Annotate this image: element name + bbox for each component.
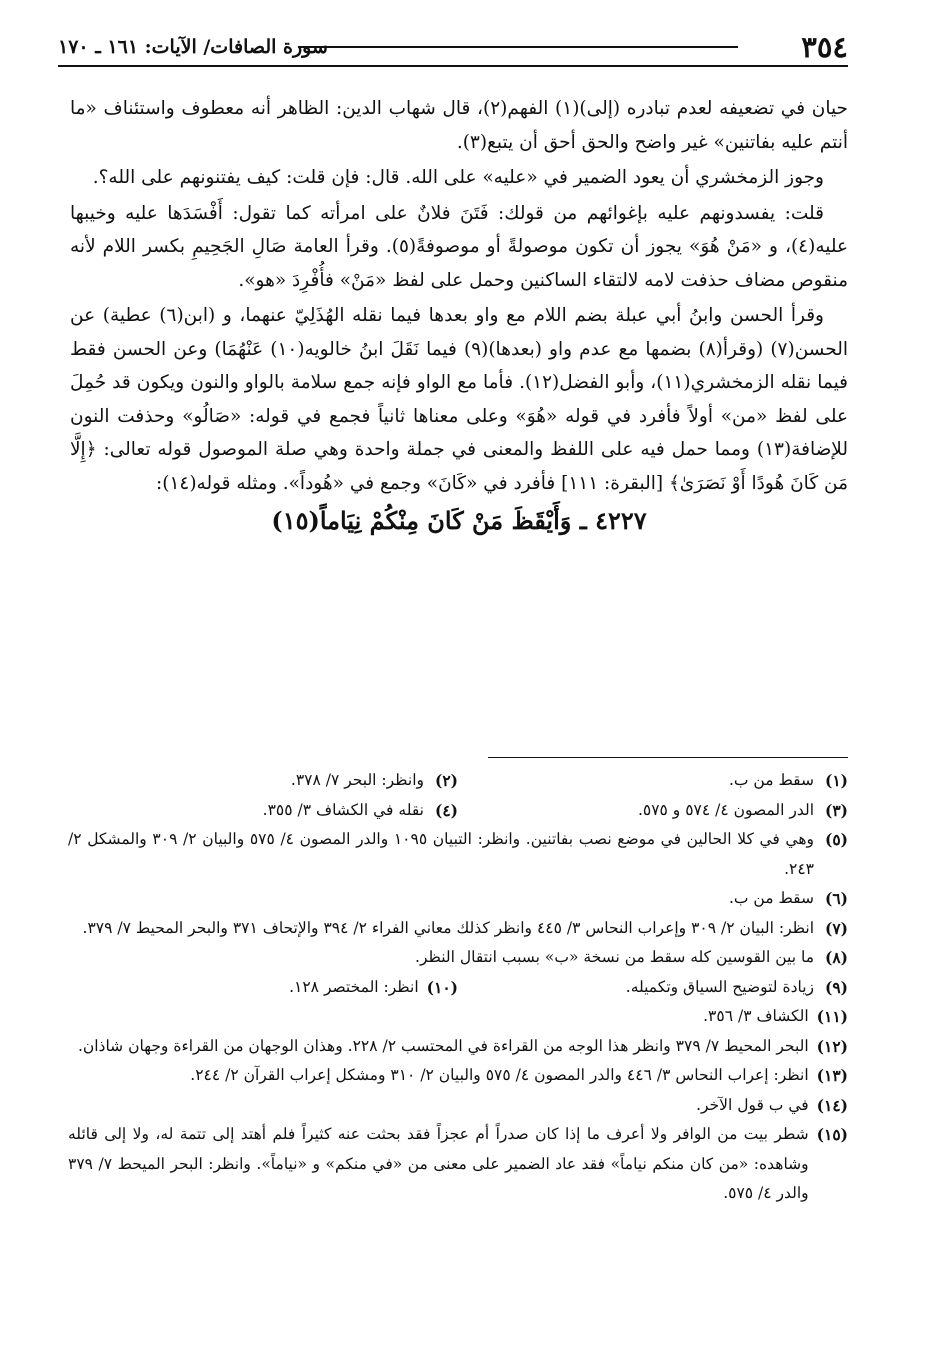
- footnote-text: نقله في الكشاف ٣/ ٣٥٥.: [262, 800, 424, 819]
- footnote: [68, 1061, 848, 1091]
- footnote-separator: [488, 757, 848, 758]
- footnote-number: (٩): [824, 977, 848, 997]
- footnote-number: (١١): [816, 1007, 848, 1026]
- footnote: [458, 796, 848, 826]
- footnote-row: [68, 766, 848, 796]
- paragraph: قلت: يفسدونهم عليه بإغوائهم من قولك: فَتَنَ فلانٌ على امرأته كما تقول: أَفْسَدَها عليه وخيبها عليه(٤)، و «مَنْ هُوَ» يجوز أن تكون موصولةً أو موصوفةً(٥). وقرأ العامة صَالِ الجَحِيمِ بكسر اللام لأنه منقوص مضاف حذفت لامه لالتقاء الساكنين وحمل على لفظ «مَنْ» فأُفْرِدَ «هو».: [70, 202, 848, 291]
- footnote: [68, 973, 458, 1003]
- footnote: [68, 1032, 848, 1062]
- footnote: [68, 1002, 848, 1032]
- footnote-text: زيادة لتوضيح السياق وتكميله.: [625, 977, 814, 996]
- footnote: [68, 796, 458, 826]
- footnotes: [68, 766, 848, 1209]
- footnote-number: (١٤): [816, 1095, 848, 1115]
- footnote-number: (١٥): [816, 1125, 848, 1144]
- footnote-text: انظر: المختصر ١٢٨.: [289, 977, 419, 996]
- main-text: [70, 92, 848, 538]
- footnote-number: (١): [824, 771, 848, 790]
- footnote-number: (٢): [434, 771, 458, 790]
- paragraph: وجوز الزمخشري أن يعود الضمير في «عليه» على الله. قال: فإن قلت: كيف يفتنونهم على الله؟.: [92, 167, 824, 188]
- footnote: [458, 766, 848, 796]
- footnote-text: الدر المصون ٤/ ٥٧٤ و ٥٧٥.: [637, 800, 814, 819]
- footnote: [68, 914, 848, 944]
- footnote-number: (٦): [824, 889, 848, 908]
- footnote-number: (١٣): [816, 1066, 848, 1085]
- footnote-text: ما بين القوسين كله سقط من نسخة «ب» بسبب انتقال النظر.: [415, 948, 814, 966]
- footnote-text: سقط من ب.: [728, 771, 814, 789]
- footnote: [68, 766, 458, 796]
- verse-line: ٤٢٢٧ ـ وَأَيْقَظَ مَنْ كَانَ مِنْكُمْ نِيَاماً(١٥): [271, 506, 647, 535]
- footnote-row: [68, 796, 848, 826]
- footnote-text: سقط من ب.: [728, 889, 814, 907]
- paragraph: وقرأ الحسن وابنُ أبي عبلة بضم اللام مع واو بعدها فيما نقله الهُذَلِيّ عنهما، و (ابن(٦) عطية) عن الحسن(٧) (وقرأ(٨) بضمها مع عدم واو (بعدها)(٩) فيما نَقَلَ ابنُ خالويه(١٠) عَنْهُمَا) وعن الحسن فقط فيما نقله الزمخشري(١١)، وأبو الفضل(١٢). فأما مع الواو فإنه جمع سلامة بالواو والنون ويكون قد حُمِلَ على لفظ «من» أولاً فأفرد في قوله «هُوَ» وعلى معناها ثانياً فجمع في قوله: «صَالُو» وحذفت النون للإضافة(١٣) ومما حمل فيه على اللفظ والمعنى في جملة واحدة وهي صلة الموصول قوله تعالى: ﴿إِلَّا مَن كَانَ هُودًا أَوْ نَصَرَىٰ﴾ [البقرة: ١١١] فأفرد في «كَانَ» وجمع في «هُوداً». ومثله قوله(١٤):: [70, 305, 849, 494]
- footnote-number: (٣): [824, 800, 848, 820]
- running-title: سورة الصافات/ الآيات: ١٦١ ـ ١٧٠: [58, 36, 328, 58]
- footnote-number: (٥): [824, 830, 848, 849]
- footnote-number: (٤): [434, 800, 458, 820]
- footnote: [68, 1091, 848, 1121]
- footnote-number: (١٠): [426, 977, 458, 997]
- page-header: [58, 28, 848, 66]
- footnote-number: (٧): [824, 918, 848, 938]
- page-number: ٣٥٤: [801, 30, 848, 64]
- footnote: [68, 825, 848, 884]
- footnote: [68, 1120, 848, 1209]
- footnote-text: في ب قول الآخر.: [696, 1095, 809, 1114]
- footnote-text: الكشاف ٣/ ٣٥٦.: [703, 1007, 809, 1025]
- footnote-text: البحر المحيط ٧/ ٣٧٩ وانظر هذا الوجه من القراءة في المحتسب ٢/ ٢٢٨. وهذان الوجهان من القراءة وجهان شاذان.: [77, 1036, 809, 1055]
- footnote-text: انظر: إعراب النحاس ٣/ ٤٤٦ والدر المصون ٤/ ٥٧٥ والبيان ٢/ ٣١٠ ومشكل إعراب القرآن ٢/ ٢٤٤.: [190, 1066, 809, 1084]
- header-rule: [298, 46, 738, 48]
- footnote-text: وانظر: البحر ٧/ ٣٧٨.: [290, 771, 424, 789]
- footnote-text: انظر: البيان ٢/ ٣٠٩ وإعراب النحاس ٣/ ٤٤٥ وانظر كذلك معاني الفراء ٢/ ٣٩٤ والإتحاف ٣٧١ والبحر المحيط ٧/ ٣٧٩.: [82, 918, 814, 937]
- footnote-number: (١٢): [816, 1036, 848, 1056]
- footnote: [68, 884, 848, 914]
- header-underline: [58, 65, 848, 67]
- footnote: [458, 973, 848, 1003]
- footnote-row: [68, 973, 848, 1003]
- footnote-text: شطر بيت من الوافر ولا أعرف ما إذا كان صدراً أم عجزاً فقد بحثت عنه كثيراً فلم أهتد إلى تتمة له، ولا إلى قائله وشاهده: «من كان منكم نياماً» فقد عاد الضمير على معنى من «في منكم» و «نياماً». وانظر: البحر الميحط ٧/ ٣٧٩ والدر ٤/ ٥٧٥.: [68, 1125, 809, 1202]
- footnote-text: وهي في كلا الحالين في موضع نصب بفاتنين. وانظر: التبيان ١٠٩٥ والدر المصون ٤/ ٥٧٥ والبيان ٢/ ٣٠٩ والمشكل ٢/ ٢٤٣.: [68, 830, 814, 878]
- paragraph: حيان في تضعيفه لعدم تبادره (إلى)(١) الفهم(٢)، قال شهاب الدين: الظاهر أنه معطوف واستئناف «ما أنتم عليه بفاتنين» غير واضح والحق أحق أن يتبع(٣).: [70, 98, 848, 153]
- footnote-number: (٨): [824, 948, 848, 967]
- footnote: [68, 943, 848, 973]
